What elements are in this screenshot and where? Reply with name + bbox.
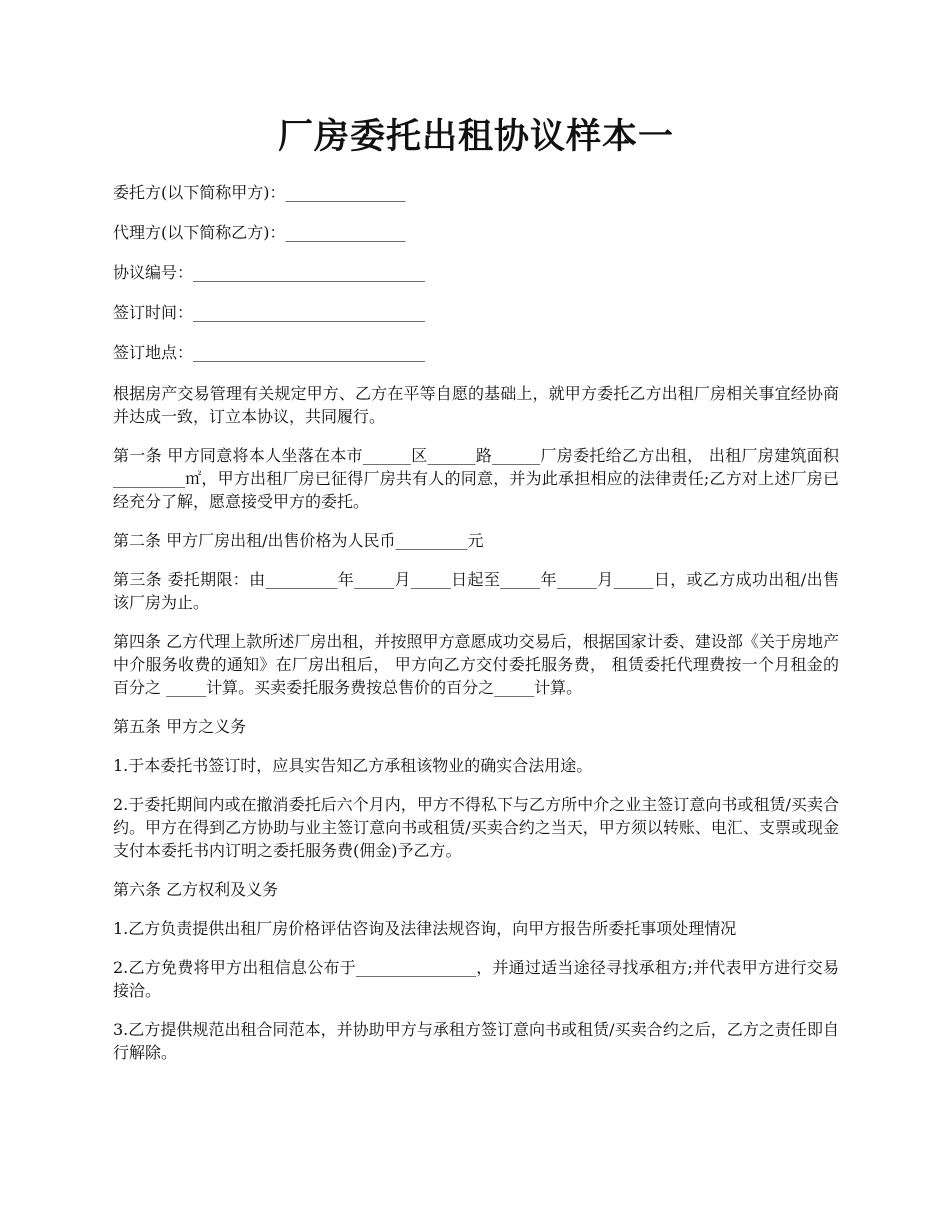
field-principal: 委托方(以下简称甲方)：_______________ [113, 183, 406, 202]
article-4: 第四条 乙方代理上款所述厂房出租，并按照甲方意愿成功交易后，根据国家计委、建设部《关于房地产中介服务收费的通知》在厂房出租后， 甲方向乙方交付委托服务费， 租赁委托代理费按一个月租金的百分之 _____计算。买卖委托服务费按总售价的百分之_____计算。 [113, 632, 839, 697]
field-signing-time: 签订时间：_____________________________ [113, 303, 426, 322]
article-6-heading: 第六条 乙方权利及义务 [113, 880, 279, 899]
article-2: 第二条 甲方厂房出租/出售价格为人民币_________元 [113, 531, 484, 550]
field-agent: 代理方(以下简称乙方)：_______________ [113, 223, 406, 242]
article-6-item-3: 3.乙方提供规范出租合同范本，并协助甲方与承租方签订意向书或租赁/买卖合约之后，乙方之责任即自行解除。 [113, 1020, 839, 1062]
article-6-item-1: 1.乙方负责提供出租厂房价格评估咨询及法律法规咨询，向甲方报告所委托事项处理情况 [113, 919, 737, 938]
document-title: 厂房委托出租协议样本一 [277, 116, 674, 157]
document-page [113, 0, 839, 1064]
preamble-paragraph: 根据房产交易管理有关规定甲方、乙方在平等自愿的基础上，就甲方委托乙方出租厂房相关事宜经协商并达成一致，订立本协议，共同履行。 [113, 384, 839, 426]
article-5-heading: 第五条 甲方之义务 [113, 717, 247, 736]
article-3: 第三条 委托期限：由_________年_____月_____日起至_____年_____月_____日，或乙方成功出租/出售该厂房为止。 [113, 570, 839, 612]
article-5-item-2: 2.于委托期间内或在撤消委托后六个月内，甲方不得私下与乙方所中介之业主签订意向书或租赁/买卖合约。甲方在得到乙方协助与业主签订意向书或租赁/买卖合约之当天，甲方须以转账、电汇、支票或现金支付本委托书内订明之委托服务费(佣金)予乙方。 [113, 795, 839, 860]
field-signing-place: 签订地点：_____________________________ [113, 343, 426, 362]
field-agreement-number: 协议编号：_____________________________ [113, 263, 426, 282]
article-1: 第一条 甲方同意将本人坐落在本市______区______路______厂房委托给乙方出租， 出租厂房建筑面积_________㎡，甲方出租厂房已征得厂房共有人的同意，并为此承担相应的法律责任;乙方对上述厂房已经充分了解，愿意接受甲方的委托。 [113, 446, 839, 511]
article-5-item-1: 1.于本委托书签订时，应具实告知乙方承租该物业的确实合法用途。 [113, 756, 593, 775]
article-6-item-2: 2.乙方免费将甲方出租信息公布于_______________，并通过适当途径寻找承租方;并代表甲方进行交易接洽。 [113, 958, 839, 1000]
